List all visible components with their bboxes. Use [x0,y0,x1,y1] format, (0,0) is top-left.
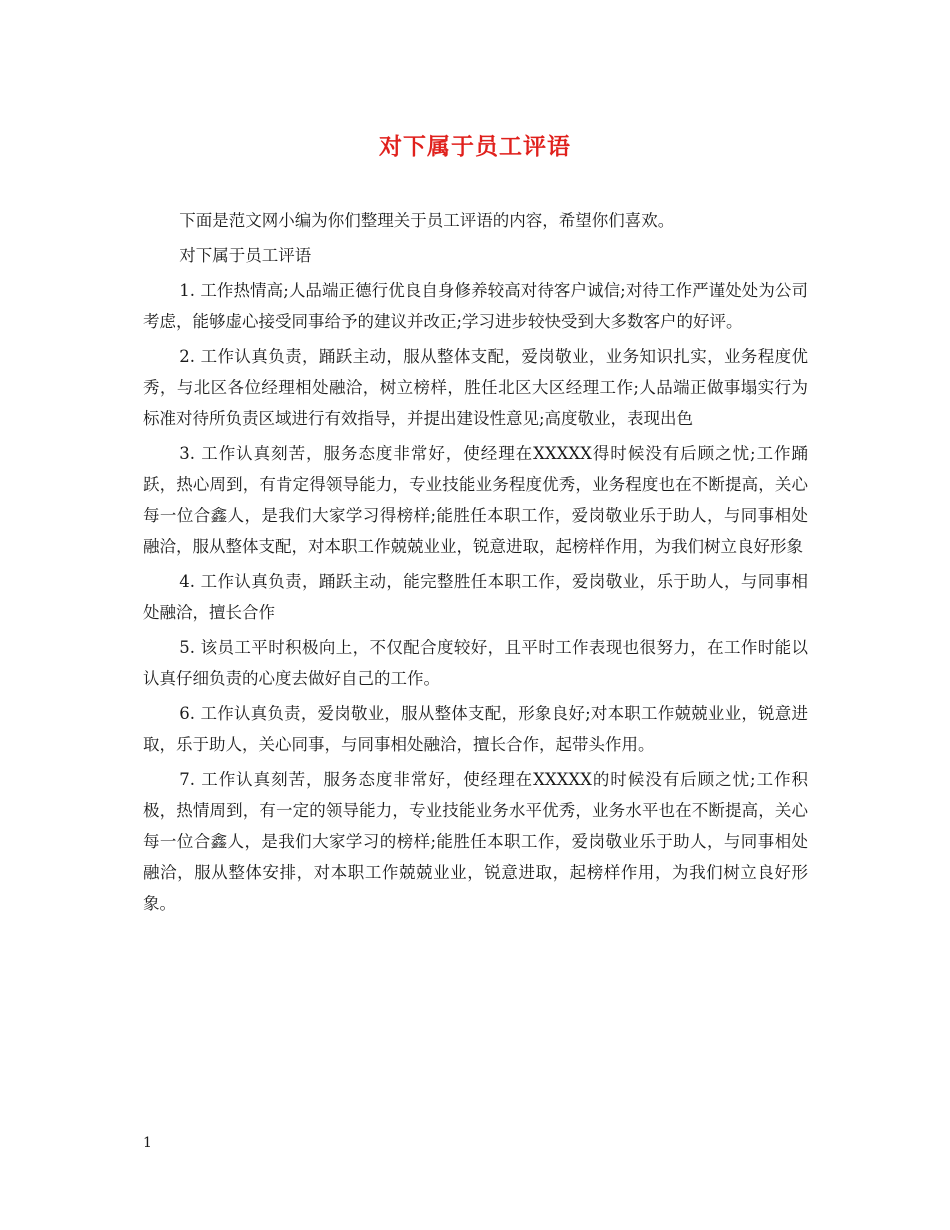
comment-item-7: 7. 工作认真刻苦，服务态度非常好，使经理在XXXXX的时候没有后顾之忧;工作积极，热情周到，有一定的领导能力，专业技能业务水平优秀，业务水平也在不断提高，关心每一位合鑫人，是我们大家学习的榜样;能胜任本职工作，爱岗敬业乐于助人，与同事相处融洽，服从整体安排，对本职工作兢兢业业，锐意进取，起榜样作用，为我们树立良好形象。 [143,770,808,913]
page-number: 1 [143,1135,152,1151]
section-heading: 对下属于员工评语 [179,246,312,265]
comment-item-4: 4. 工作认真负责，踊跃主动，能完整胜任本职工作，爱岗敬业，乐于助人，与同事相处融洽，擅长合作 [143,572,808,622]
comment-item-2: 2. 工作认真负责，踊跃主动，服从整体支配，爱岗敬业，业务知识扎实，业务程度优秀，与北区各位经理相处融洽，树立榜样，胜任北区大区经理工作;人品端正做事塌实行为标准对待所负责区域进行有效指导，并提出建设性意见;高度敬业，表现出色 [143,347,808,428]
comment-item-3: 3. 工作认真刻苦，服务态度非常好，使经理在XXXXX得时候没有后顾之忧;工作踊跃，热心周到，有肯定得领导能力，专业技能业务程度优秀，业务程度也在不断提高，关心每一位合鑫人，是我们大家学习得榜样;能胜任本职工作，爱岗敬业乐于助人，与同事相处融洽，服从整体支配，对本职工作兢兢业业，锐意进取，起榜样作用，为我们树立良好形象 [143,444,808,556]
comment-item-5: 5. 该员工平时积极向上，不仅配合度较好，且平时工作表现也很努力，在工作时能以认真仔细负责的心度去做好自己的工作。 [143,638,808,688]
document-title: 对下属于员工评语 [379,133,571,160]
document-body [143,205,808,923]
intro-paragraph: 下面是范文网小编为你们整理关于员工评语的内容，希望你们喜欢。 [179,211,675,230]
comment-item-6: 6. 工作认真负责，爱岗敬业，服从整体支配，形象良好;对本职工作兢兢业业，锐意进取，乐于助人，关心同事，与同事相处融洽，擅长合作，起带头作用。 [143,704,808,754]
comment-item-1: 1. 工作热情高;人品端正德行优良自身修养较高对待客户诚信;对待工作严谨处处为公司考虑，能够虚心接受同事给予的建议并改正;学习进步较快受到大多数客户的好评。 [143,281,808,331]
